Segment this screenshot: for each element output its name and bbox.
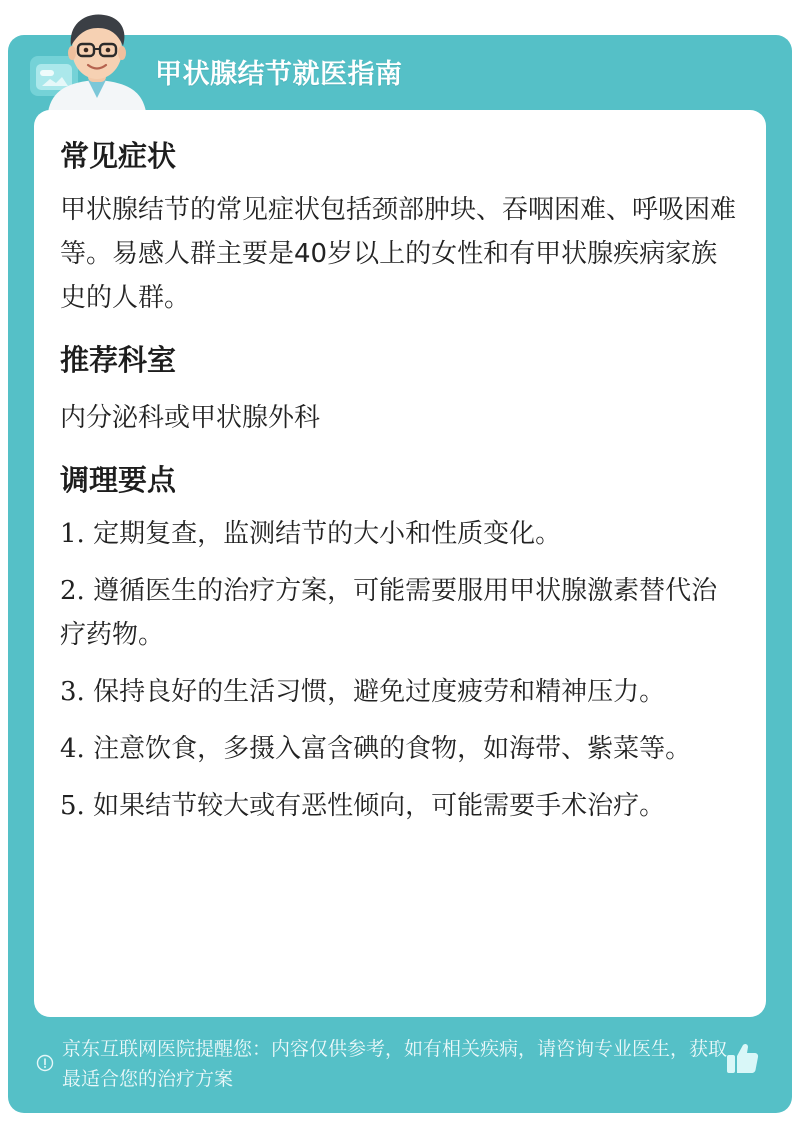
list-item: [60, 569, 740, 657]
list-item-text: 遵循医生的治疗方案，可能需要服用甲状腺激素替代治疗药物。: [60, 576, 718, 650]
page-title: 甲状腺结节就医指南: [155, 59, 403, 90]
care-heading: 调理要点: [60, 463, 177, 497]
list-item: [60, 670, 740, 714]
doctor-avatar-icon: [38, 6, 156, 112]
symptoms-text: 甲状腺结节的常见症状包括颈部肿块、吞咽困难、呼吸困难等。易感人群主要是40岁以上的女性和有甲状腺疾病家族史的人群。: [60, 195, 737, 313]
list-item-number: 5.: [60, 791, 85, 821]
content-card: [34, 110, 766, 1017]
department-text: 内分泌科或甲状腺外科: [60, 403, 321, 433]
list-item: [60, 727, 740, 771]
list-item-number: 2.: [60, 576, 85, 606]
list-item-text: 保持良好的生活习惯，避免过度疲劳和精神压力。: [84, 677, 666, 707]
symptoms-heading: 常见症状: [60, 139, 177, 173]
info-icon: [36, 1054, 54, 1072]
list-item-text: 定期复查，监测结节的大小和性质变化。: [84, 519, 562, 549]
thumbs-up-icon[interactable]: [724, 1040, 760, 1076]
symptoms-section: [60, 136, 740, 320]
care-section: [60, 460, 740, 828]
department-section: [60, 340, 740, 440]
list-item-number: 1.: [60, 519, 85, 549]
department-heading: 推荐科室: [60, 343, 177, 377]
list-item-text: 如果结节较大或有恶性倾向，可能需要手术治疗。: [84, 791, 666, 821]
list-item: [60, 512, 740, 556]
list-item: [60, 784, 740, 828]
list-item-number: 3.: [60, 677, 85, 707]
list-item-number: 4.: [60, 734, 85, 764]
disclaimer-text: 京东互联网医院提醒您：内容仅供参考，如有相关疾病，请咨询专业医生，获取最适合您的治疗方案: [62, 1038, 728, 1090]
care-list: [60, 512, 740, 828]
list-item-text: 注意饮食，多摄入富含碘的食物，如海带、紫菜等。: [84, 734, 692, 764]
